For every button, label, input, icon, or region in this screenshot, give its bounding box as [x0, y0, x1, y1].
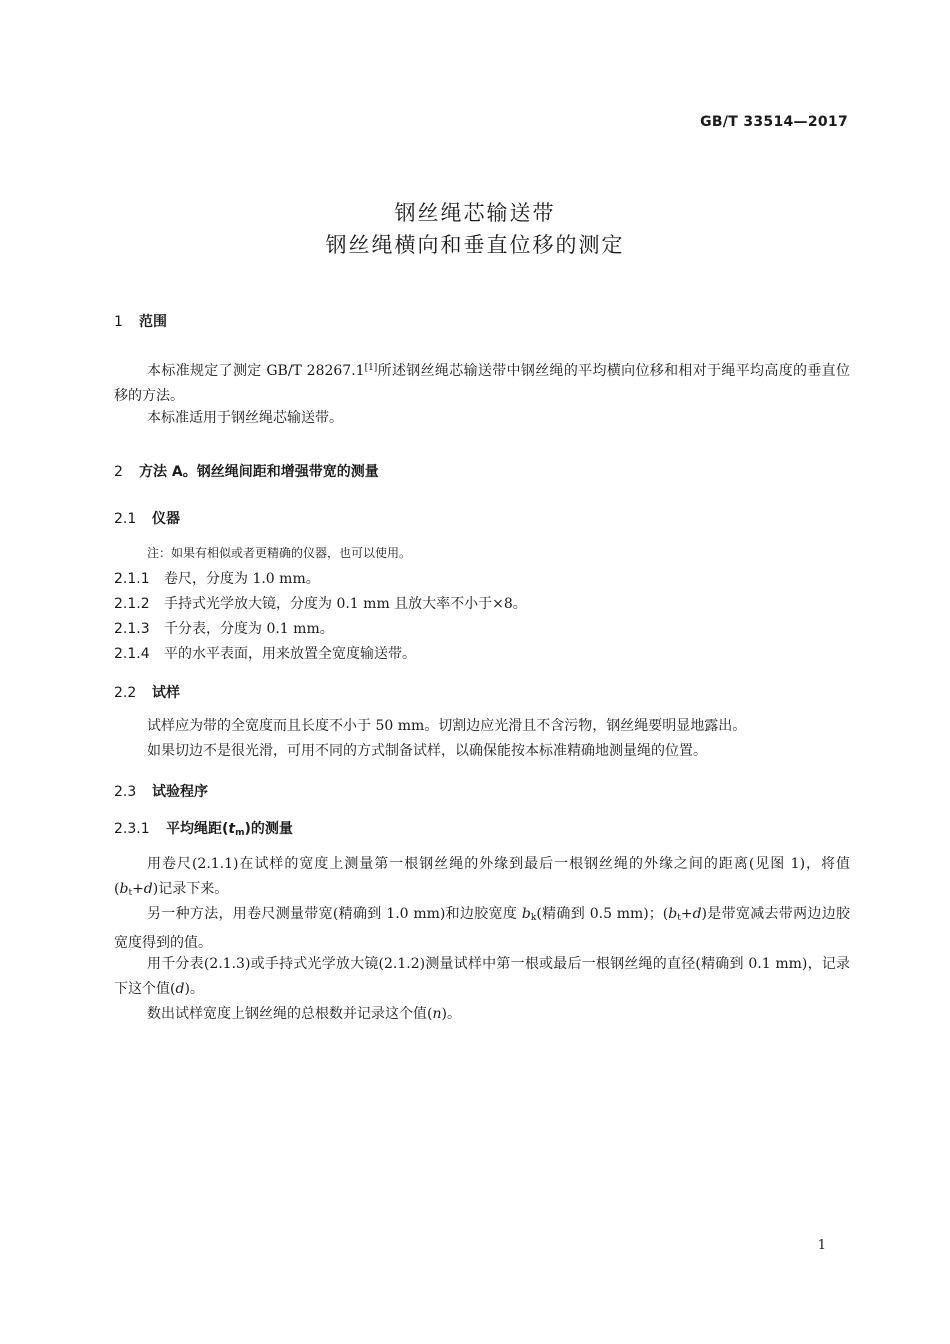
document-title-line2: 钢丝绳横向和垂直位移的测定	[325, 233, 625, 257]
instrument-note: 注：如果有相似或者更精确的仪器，也可以使用。	[147, 546, 412, 560]
list-item: 2.1.2 手持式光学放大镜，分度为 0.1 mm 且放大率不小于×8。	[114, 596, 527, 612]
section-2-heading: 2 方法 A。钢丝绳间距和增强带宽的测量	[114, 464, 379, 480]
section-2-1-heading: 2.1 仪器	[114, 511, 180, 527]
procedure-paragraph-1: 用卷尺(2.1.1)在试样的宽度上测量第一根钢丝绳的外缘到最后一根钢丝绳的外缘之间的距离(见图 1)，将值$(b_t+d)$记录下来。	[114, 856, 850, 898]
standard-code: GB/T 33514—2017	[700, 114, 848, 130]
list-item: 2.1.3 千分表，分度为 0.1 mm。	[114, 621, 334, 637]
section-1-paragraph-1: 本标准规定了测定 GB/T 28267.1[1]所述钢丝绳芯输送带中钢丝绳的平均横向位移和相对于绳平均高度的垂直位移的方法。	[114, 363, 850, 404]
list-item: 2.1.1 卷尺，分度为 1.0 mm。	[114, 571, 320, 587]
reference-marker: [1]	[364, 363, 378, 373]
procedure-paragraph-2: 另一种方法，用卷尺测量带宽(精确到 1.0 mm)和边胶宽度 $b_k$(精确到 0.5 mm)；$(b_t+d)$是带宽减去带两边边胶宽度得到的值。	[114, 906, 850, 951]
section-1-paragraph-2: 本标准适用于钢丝绳芯输送带。	[147, 410, 343, 426]
procedure-paragraph-4: 数出试样宽度上钢丝绳的总根数并记录这个值(n)。	[147, 1006, 461, 1022]
document-title-line1: 钢丝绳芯输送带	[394, 201, 556, 225]
section-2-2-paragraph-2: 如果切边不是很光滑，可用不同的方式制备试样，以确保能按本标准精确地测量绳的位置。	[147, 743, 707, 759]
section-2-3-heading: 2.3 试验程序	[114, 784, 208, 800]
section-2-2-paragraph-1: 试样应为带的全宽度而且长度不小于 50 mm。切割边应光滑且不含污物，钢丝绳要明显地露出。	[147, 718, 747, 734]
list-item: 2.1.4 平的水平表面，用来放置全宽度输送带。	[114, 646, 416, 662]
page-number: 1	[817, 1238, 826, 1253]
section-2-2-heading: 2.2 试样	[114, 685, 180, 701]
procedure-paragraph-3: 用千分表(2.1.3)或手持式光学放大镜(2.1.2)测量试样中第一根或最后一根钢丝绳的直径(精确到 0.1 mm)，记录下这个值(d)。	[114, 956, 850, 997]
section-2-3-1-heading: 2.3.1 平均绳距$(t_m)$的测量	[114, 821, 293, 838]
section-1-heading: 1 范围	[114, 314, 167, 330]
